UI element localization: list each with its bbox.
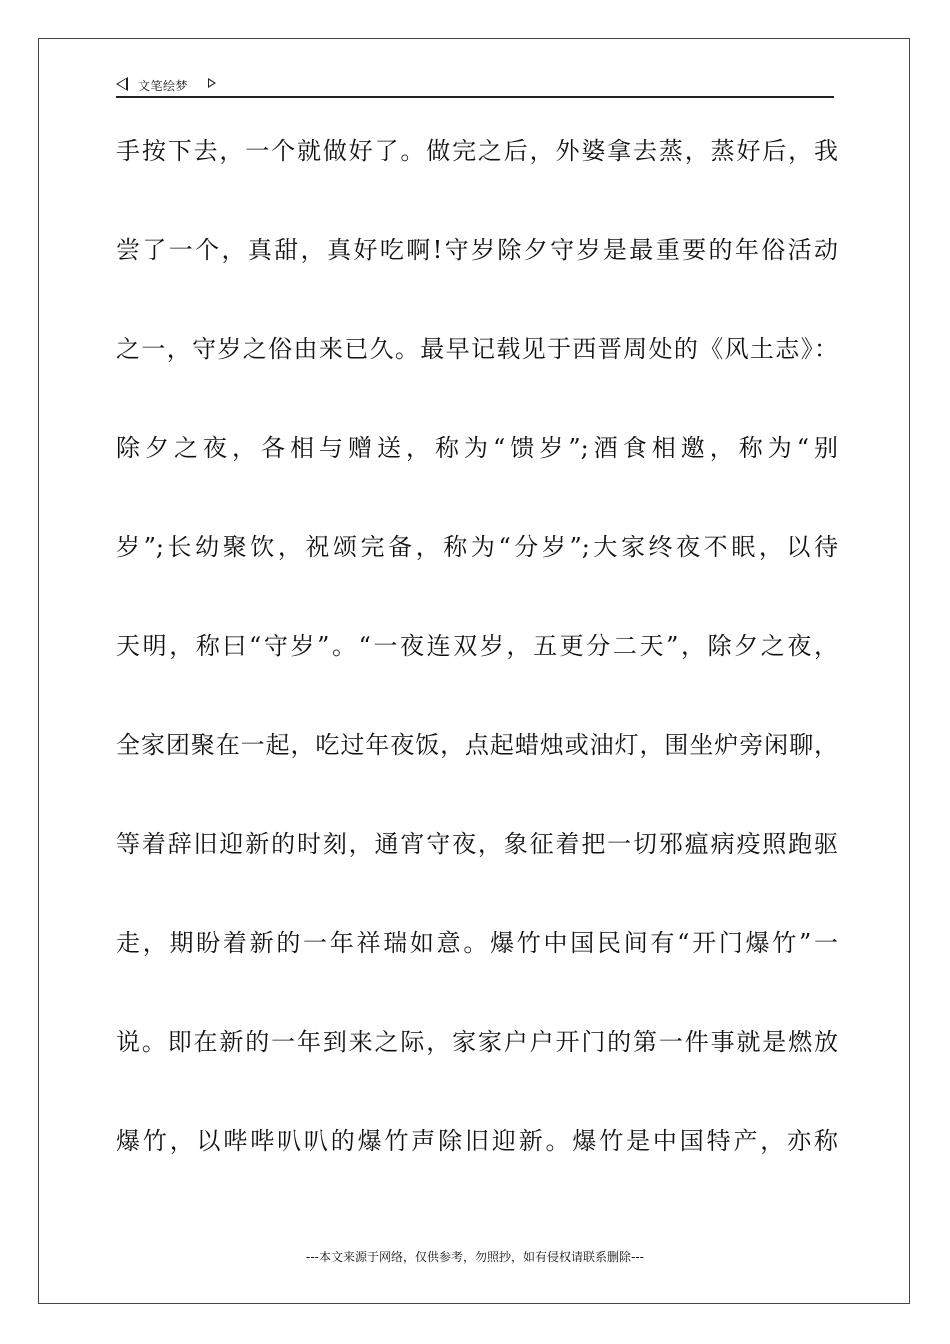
text-line: 全家团聚在一起，吃过年夜饭，点起蜡烛或油灯，围坐炉旁闲聊， <box>116 731 838 759</box>
text-line: 除夕之夜，各相与赠送，称为“馈岁”;酒食相邀，称为“别 <box>116 434 838 462</box>
text-line: 走，期盼着新的一年祥瑞如意。爆竹中国民间有“开门爆竹”一 <box>116 929 838 957</box>
text-line: 岁”;长幼聚饮，祝颂完备，称为“分岁”;大家终夜不眠，以待 <box>116 533 838 561</box>
header-brand: 文笔绘梦 <box>138 79 189 93</box>
text-line: 尝了一个，真甜，真好吃啊!守岁除夕守岁是最重要的年俗活动 <box>116 236 838 264</box>
triangle-left-icon <box>116 77 128 91</box>
document-body <box>116 126 838 1215</box>
text-line: 手按下去，一个就做好了。做完之后，外婆拿去蒸，蒸好后，我 <box>116 137 838 165</box>
text-line: 爆竹，以哔哔叭叭的爆竹声除旧迎新。爆竹是中国特产，亦称 <box>116 1127 838 1155</box>
text-line: 等着辞旧迎新的时刻，通宵守夜，象征着把一切邪瘟病疫照跑驱 <box>116 830 838 858</box>
page-footer: ---本文来源于网络，仅供参考，勿照抄，如有侵权请联系删除--- <box>306 1250 644 1264</box>
text-line: 天明，称曰“守岁”。“一夜连双岁，五更分二天”，除夕之夜， <box>116 632 838 660</box>
text-line: 之一，守岁之俗由来已久。最早记载见于西晋周处的《风土志》： <box>116 335 838 363</box>
text-line: 说。即在新的一年到来之际，家家户户开门的第一件事就是燃放 <box>116 1028 838 1056</box>
page-header <box>116 74 834 98</box>
triangle-right-icon <box>208 78 216 88</box>
